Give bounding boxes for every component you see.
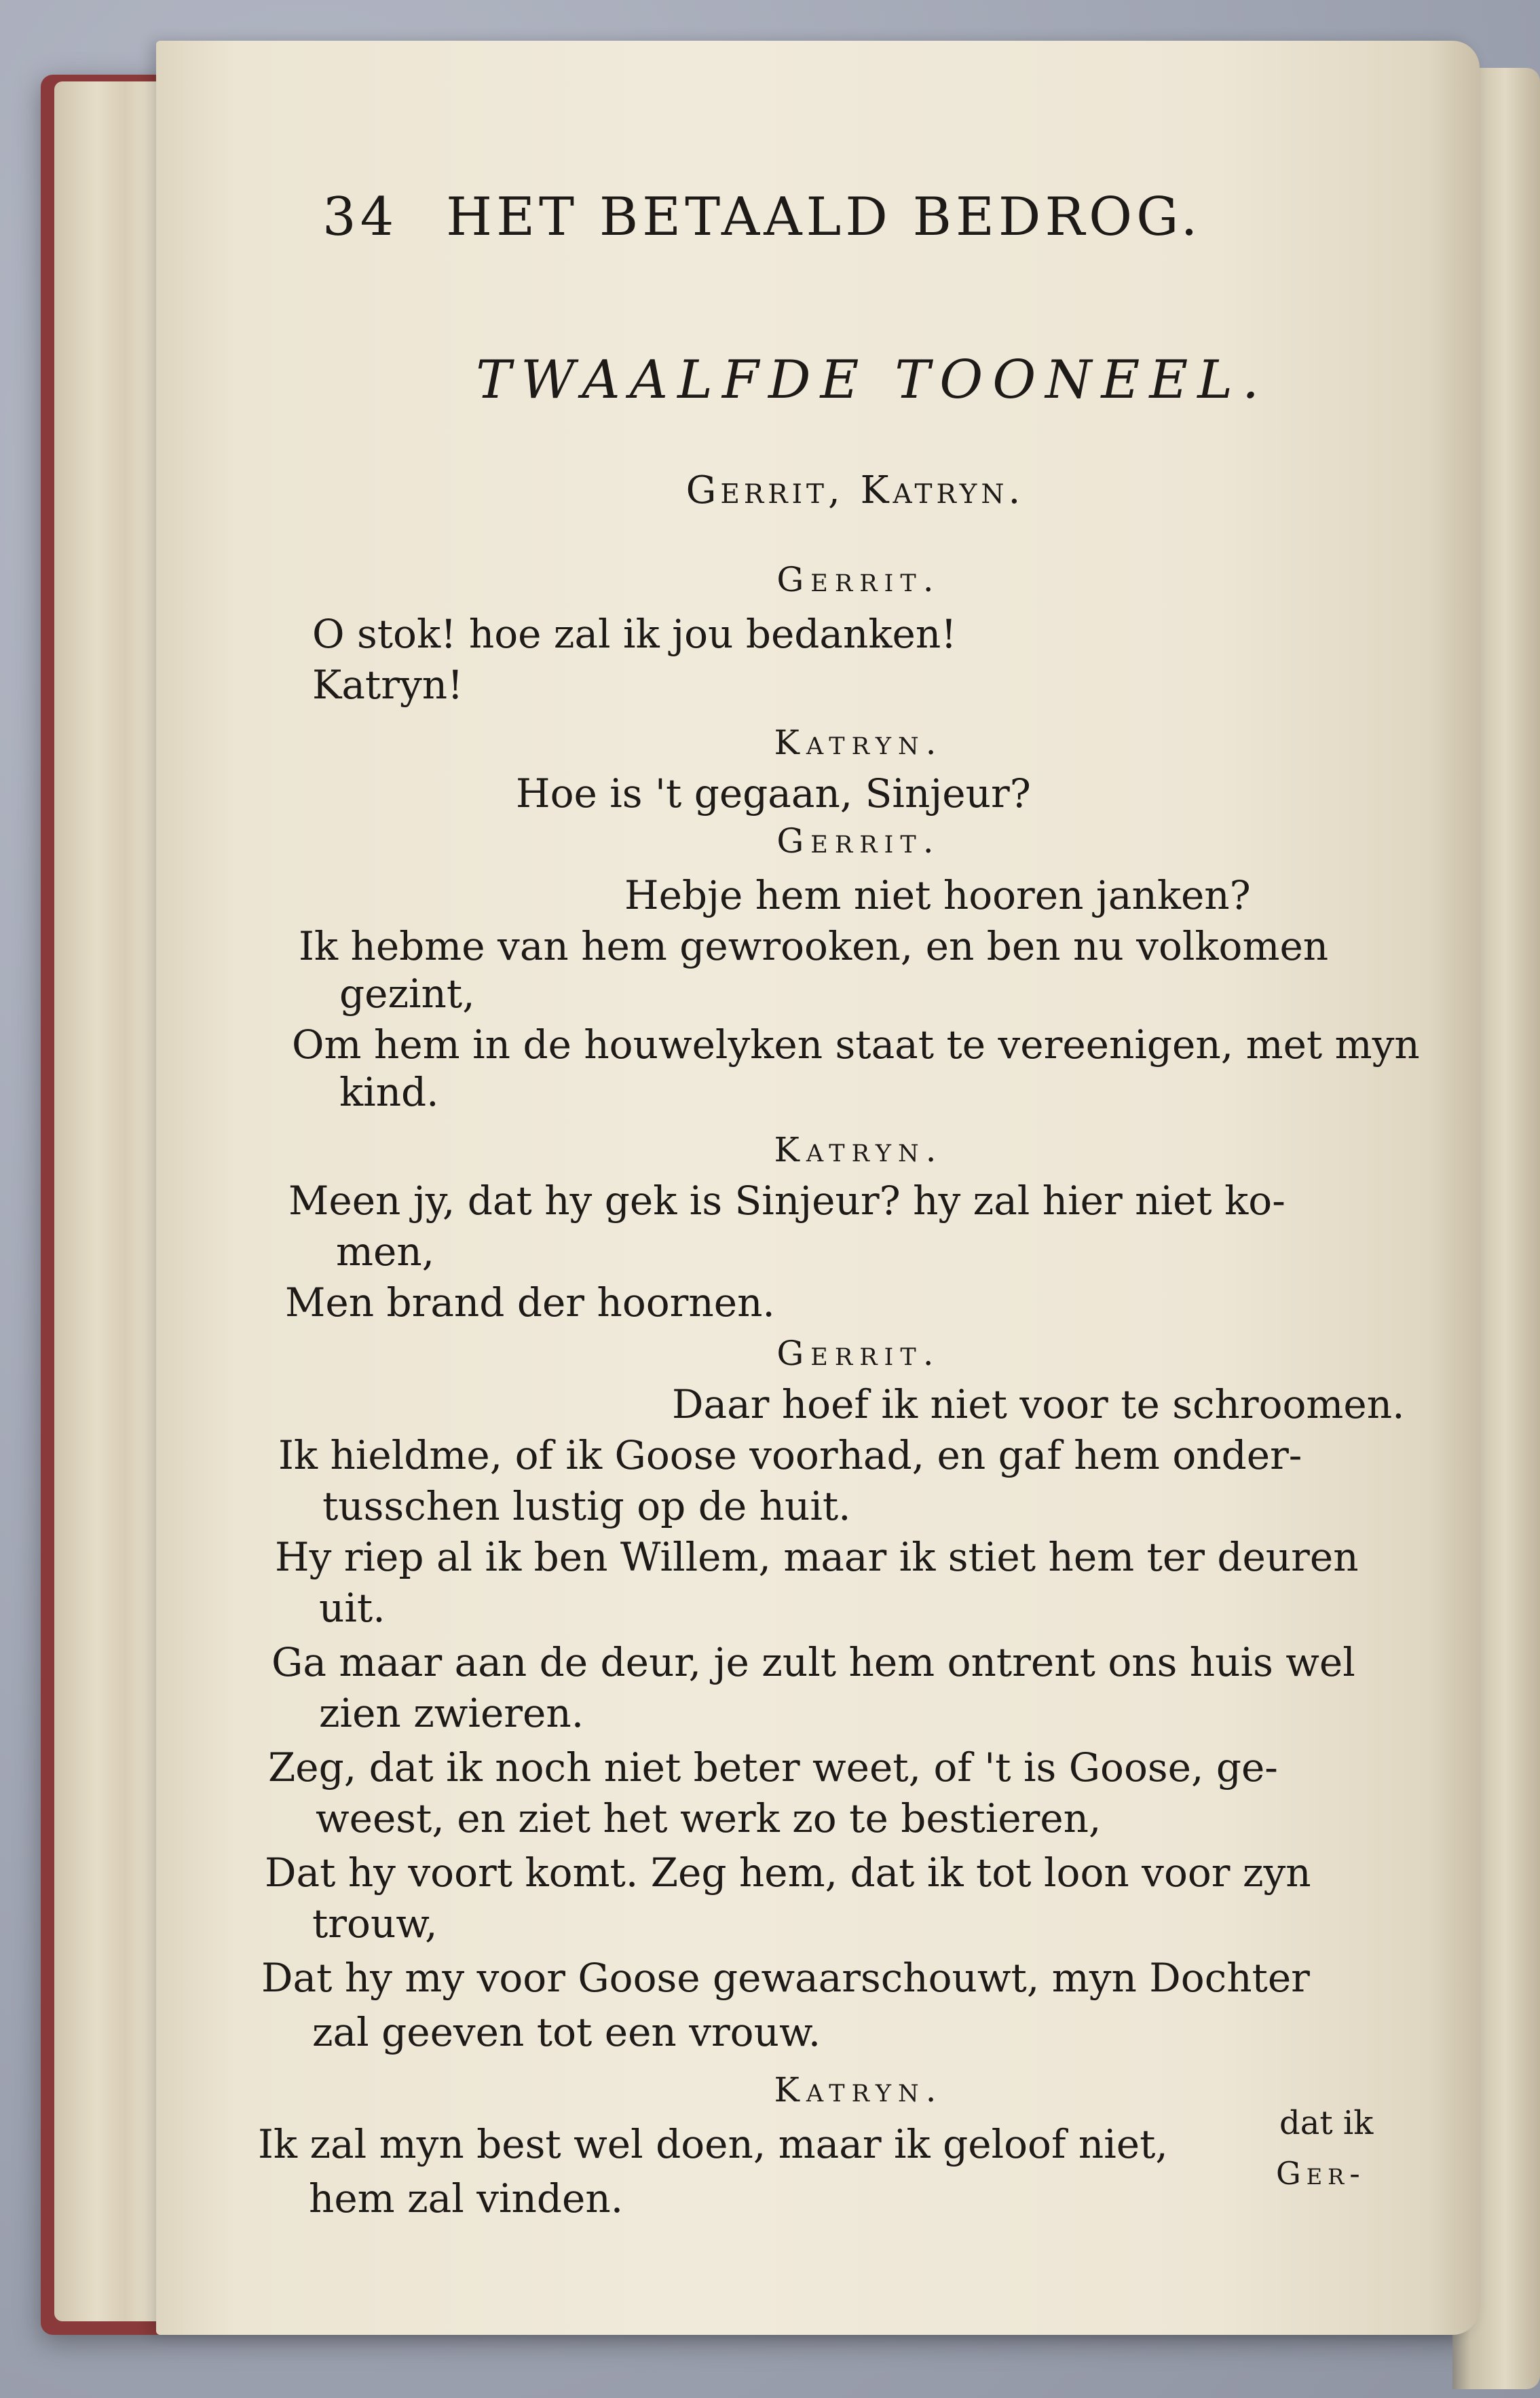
verse-line: zal geeven tot een vrouw. xyxy=(312,2009,821,2055)
verse-line: Ga maar aan de deur, je zult hem ontrent ons huis wel xyxy=(271,1639,1355,1685)
book-page xyxy=(156,41,1480,2335)
verse-line: Hy riep al ik ben Willem, maar ik stiet hem ter deuren xyxy=(275,1534,1359,1580)
verse-line: uit. xyxy=(319,1585,386,1631)
verse-line: Hoe is 't gegaan, Sinjeur? xyxy=(516,770,1031,817)
verse-line: Zeg, dat ik noch niet beter weet, of 't is Goose, ge- xyxy=(268,1744,1278,1791)
speaker-name: Gerrit. xyxy=(776,821,941,861)
speaker-name: Katryn. xyxy=(774,723,943,762)
running-header xyxy=(322,187,1201,248)
verse-line: hem zal vinden. xyxy=(309,2175,624,2222)
verse-line: Dat hy my voor Goose gewaarschouwt, myn Dochter xyxy=(261,1955,1310,2001)
verse-line: O stok! hoe zal ik jou bedanken! xyxy=(312,611,957,657)
verse-line: Ik hebme van hem gewrooken, en ben nu volkomen xyxy=(299,923,1329,969)
speaker-name: Katryn. xyxy=(774,1130,943,1169)
page-content xyxy=(156,41,1480,2335)
verse-line: weest, en ziet het werk zo te bestieren, xyxy=(316,1795,1102,1841)
verse-line: men, xyxy=(336,1229,435,1275)
verse-line: gezint, xyxy=(339,971,475,1017)
speaker-name: Katryn. xyxy=(774,2070,943,2110)
speaker-name: Gerrit. xyxy=(776,560,941,599)
running-title: HET BETAALD BEDROG. xyxy=(446,187,1202,248)
verse-line: zien zwieren. xyxy=(319,1690,584,1736)
verse-line: Om hem in de houwelyken staat te vereenigen, met myn xyxy=(292,1022,1420,1068)
verse-line: trouw, xyxy=(312,1900,438,1947)
page-number: 34 xyxy=(322,187,398,248)
speaker-name: Gerrit. xyxy=(776,1334,941,1373)
verse-line: Daar hoef ik niet voor te schroomen. xyxy=(672,1381,1405,1427)
verse-line: Hebje hem niet hooren janken? xyxy=(624,872,1251,918)
verse-line: Men brand der hoornen. xyxy=(285,1279,775,1326)
catchword: Ger- xyxy=(1276,2155,1366,2192)
verse-line: Katryn! xyxy=(312,662,464,708)
verse-line: Dat hy voort komt. Zeg hem, dat ik tot loon voor zyn xyxy=(265,1850,1311,1896)
verse-line: Ik zal myn best wel doen, maar ik geloof niet, xyxy=(258,2121,1168,2167)
verse-line: tusschen lustig op de huit. xyxy=(322,1483,851,1529)
verse-line: Ik hieldme, of ik Goose voorhad, en gaf hem onder- xyxy=(278,1432,1302,1478)
catchword-continuation: dat ik xyxy=(1279,2104,1374,2142)
section-title: TWAALFDE TOONEEL. xyxy=(476,350,1269,411)
cast-list: Gerrit, Katryn. xyxy=(686,468,1025,512)
verse-line: kind. xyxy=(339,1069,439,1115)
verse-line: Meen jy, dat hy gek is Sinjeur? hy zal hier niet ko- xyxy=(288,1178,1285,1224)
